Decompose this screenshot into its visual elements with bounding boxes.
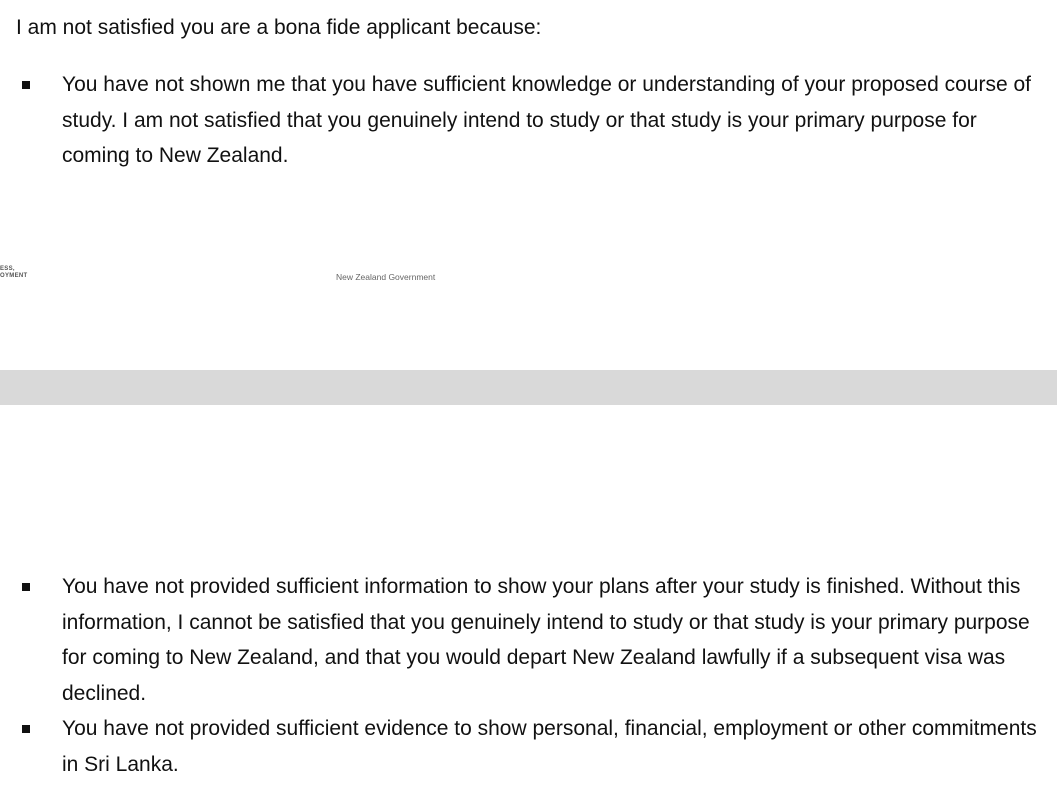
reason-text: You have not provided sufficient evidence to show personal, financial, employment or other commitments in Sri Lanka. xyxy=(62,717,1037,776)
page-1 xyxy=(0,0,1057,370)
nz-government-logo: New Zealand Government xyxy=(336,272,436,282)
square-bullet-icon xyxy=(22,583,30,591)
reason-item xyxy=(0,711,1047,782)
page-separator xyxy=(0,370,1057,405)
reason-text: You have not provided sufficient information to show your plans after your study is finished. Without this information, I cannot be satisfied that you genuinely intend to study or that study is your primary purpose for coming to New Zealand, and that you would depart New Zealand lawfully if a subsequent visa was declined. xyxy=(62,575,1030,705)
ministry-logo-fragment xyxy=(0,266,27,280)
reasons-list-page-1 xyxy=(0,67,1047,174)
logo-text-line-1: ESS, xyxy=(0,266,15,272)
reason-text: You have not shown me that you have sufficient knowledge or understanding of your proposed course of study. I am not satisfied that you genuinely intend to study or that study is your primary purpose for coming to New Zealand. xyxy=(62,73,1031,167)
square-bullet-icon xyxy=(22,81,30,89)
reason-item xyxy=(0,67,1047,174)
reasons-list-page-2 xyxy=(0,569,1047,782)
logo-text-line-2: OYMENT xyxy=(0,273,28,279)
square-bullet-icon xyxy=(22,725,30,733)
intro-sentence: I am not satisfied you are a bona fide applicant because: xyxy=(16,16,542,39)
page-2 xyxy=(0,405,1057,810)
reason-item xyxy=(0,569,1047,711)
